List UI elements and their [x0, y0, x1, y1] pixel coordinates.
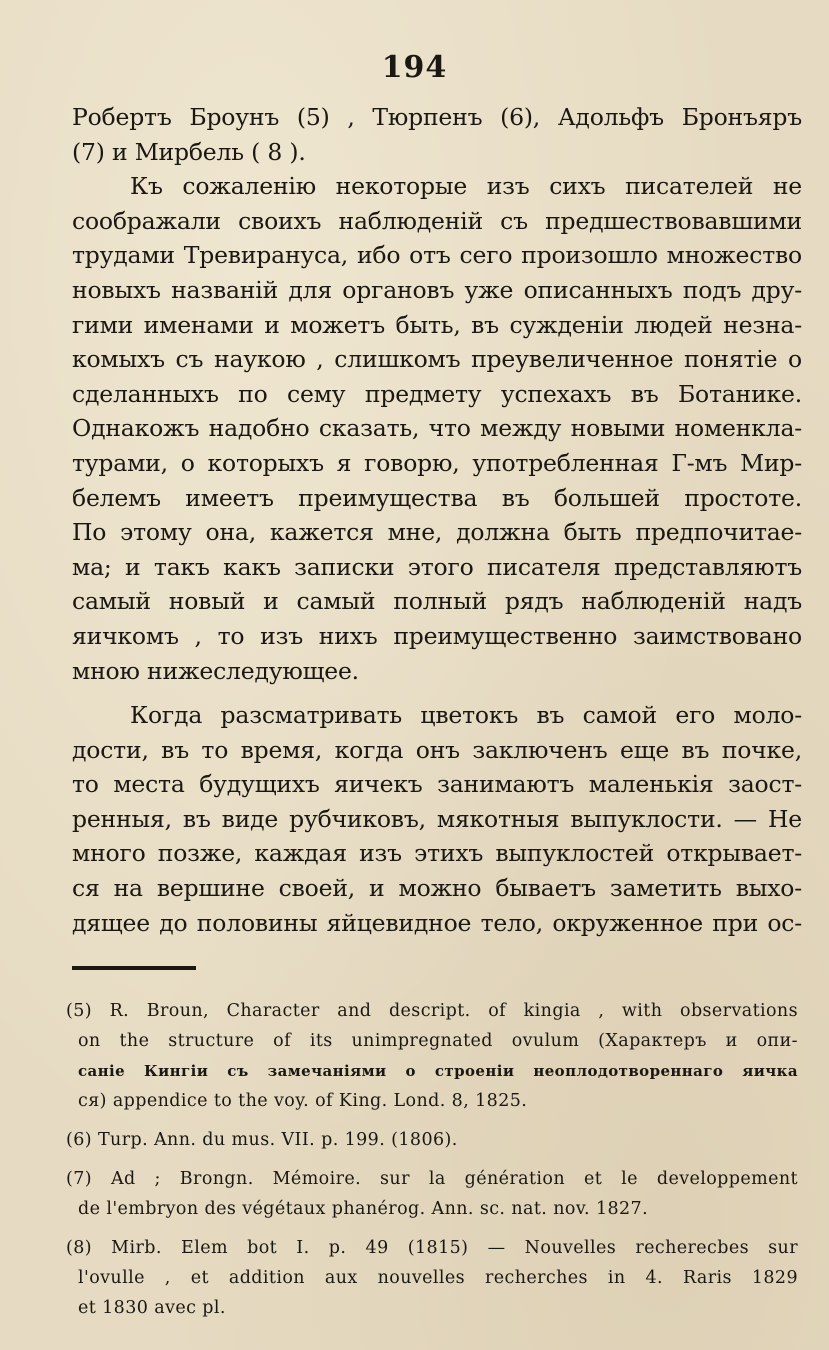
text-line: дящее до половины яйцевидное тело, окруженное при ос-	[72, 908, 802, 937]
footnote-line: (5) R. Broun, Character and descript. of kingia , with observations	[66, 1001, 798, 1021]
text-line: самый новый и самый полный рядъ наблюденій надъ	[72, 587, 802, 616]
text-line: ся на вершине своей, и можно бываетъ заметить выхо-	[72, 874, 802, 903]
footnote-line: (8) Mirb. Elem bot I. p. 49 (1815) — Nouvelles recherecbes sur	[66, 1238, 798, 1258]
text-line: белемъ имеетъ преимущества въ большей простоте.	[72, 483, 802, 512]
text-line: соображали своихъ наблюденій съ предшествовавшими	[72, 206, 802, 235]
text-line: По этому она, кажется мне, должна быть предпочитае-	[72, 518, 802, 547]
text-line: мною нижеследующее.	[72, 656, 359, 685]
text-line: Къ сожаленію некоторые изъ сихъ писателей не	[130, 172, 802, 201]
footnote-line: et 1830 avec pl.	[78, 1298, 226, 1318]
text-line: сделанныхъ по сему предмету успехахъ въ Ботанике.	[72, 379, 802, 408]
footnote-6	[66, 1125, 798, 1155]
footnote-line: l'ovulle , et addition aux nouvelles recherches in 4. Raris 1829	[78, 1268, 798, 1288]
text-line: гими именами и можетъ быть, въ сужденіи людей незна-	[72, 310, 802, 339]
footnote-separator	[72, 966, 196, 970]
text-line: ма; и такъ какъ записки этого писателя представляютъ	[72, 552, 802, 581]
footnote-line: de l'embryon des végétaux phanérog. Ann. sc. nat. nov. 1827.	[78, 1199, 649, 1219]
footnote-5	[66, 996, 798, 1116]
text-line: новыхъ названій для органовъ уже описанныхъ подъ дру-	[72, 275, 802, 304]
text-line: то места будущихъ яичекъ занимаютъ маленькія заост-	[72, 770, 802, 799]
text-line: дости, въ то время, когда онъ заключенъ еще въ почке,	[72, 735, 802, 764]
text-line: Однакожъ надобно сказать, что между новыми номенкла-	[72, 414, 802, 443]
text-line: комыхъ съ наукою , слишкомъ преувеличенное понятіе о	[72, 345, 802, 374]
footnote-line: on the structure of its unimpregnated ovulum (Характеръ и опи-	[78, 1031, 798, 1051]
text-line: много позже, каждая изъ этихъ выпуклостей открывает-	[72, 839, 802, 868]
footnote-7	[66, 1164, 798, 1224]
text-line: турами, о которыхъ я говорю, употребленная Г-мъ Мир-	[72, 448, 802, 477]
text-line: Робертъ Броунъ (5) , Тюрпенъ (6), Адольфъ Бронъяръ	[72, 103, 802, 131]
footnotes	[66, 996, 798, 1332]
page-number: 194	[381, 50, 448, 85]
footnote-line: (7) Ad ; Brongn. Mémoire. sur la génération et le developpement	[66, 1169, 798, 1189]
text-line: ренныя, въ виде рубчиковъ, мякотныя выпуклости. — Не	[72, 804, 802, 833]
footnote-line: ся) appendice to the voy. of King. Lond. 8, 1825.	[78, 1091, 528, 1111]
text-line: трудами Тревирануса, ибо отъ сего произошло множество	[72, 241, 802, 270]
text-line: (7) и Мирбель ( 8 ).	[72, 137, 306, 166]
footnote-line: (6) Turp. Ann. du mus. VII. p. 199. (1806).	[66, 1130, 458, 1150]
footnote-8	[66, 1233, 798, 1323]
text-line: Когда разсматривать цветокъ въ самой его моло-	[130, 701, 802, 730]
main-text	[72, 100, 802, 940]
text-line: яичкомъ , то изъ нихъ преимущественно заимствовано	[72, 621, 802, 650]
footnote-line: саніе Кингіи съ замечаніями о строеніи неоплодотвореннаго яичка	[78, 1062, 798, 1080]
